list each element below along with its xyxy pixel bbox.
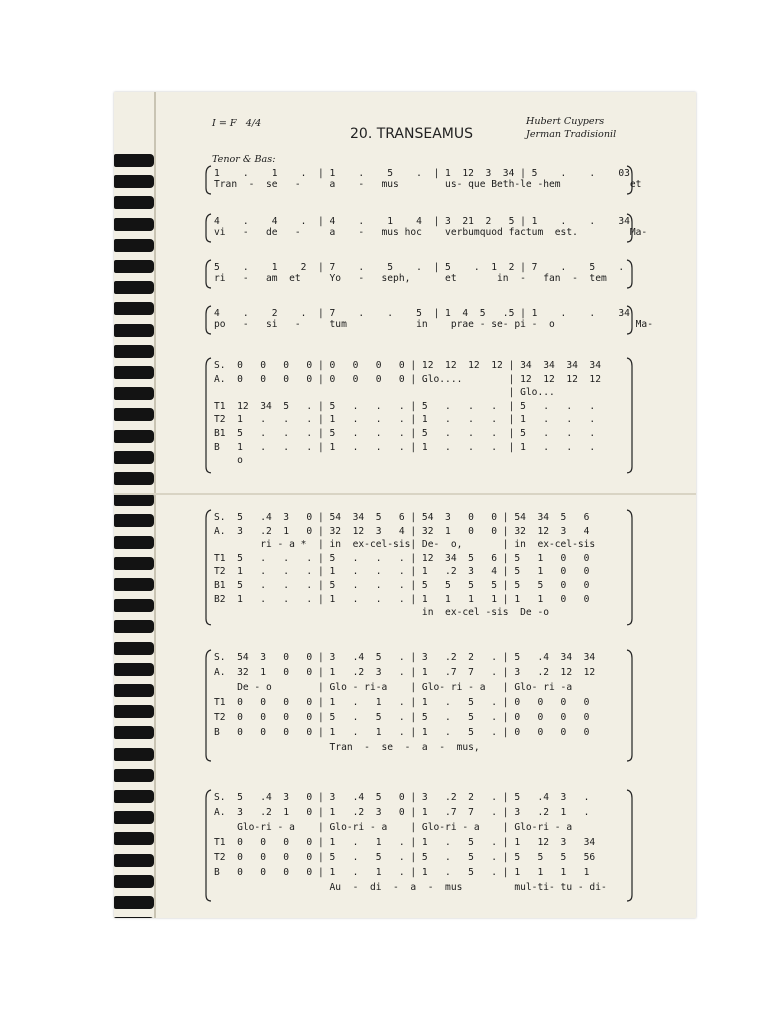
score-line: ri - am et Yo - seph, et in - fan - tem (214, 273, 607, 284)
score-line: 1 . 1 . | 1 . 5 . | 1 12 3 34 | 5 . . 03 (214, 168, 630, 179)
system-bracket (206, 510, 211, 625)
score-line: Glo-ri - a | Glo-ri - a | Glo-ri - a | Glo-ri - a (214, 822, 573, 833)
score-line: Tran - se - a - mus us- que Beth-le -hem et (214, 179, 642, 190)
score-line: B 1 . . . | 1 . . . | 1 . . . | 1 . . . (214, 441, 596, 453)
system-bracket (206, 790, 211, 901)
score-line: T1 0 0 0 0 | 1 . 1 . | 1 . 5 . | 0 0 0 0 (214, 697, 590, 708)
system-bracket (206, 214, 211, 242)
score-page (114, 92, 696, 918)
score-line: S. 5 .4 3 0 | 54 34 5 6 | 54 3 0 0 | 54 34 5 6 (214, 512, 590, 523)
score-line: T2 1 . . . | 1 . . . | 1 .2 3 4 | 5 1 0 0 (214, 566, 590, 578)
score-line: ri - a * | in ex-cel-sis| De- o, | in ex-cel-sis (214, 539, 596, 551)
score-line: o (214, 455, 243, 467)
score-line: T1 5 . . . | 5 . . . | 12 34 5 6 | 5 1 0 0 (214, 552, 590, 564)
score-line: B 0 0 0 0 | 1 . 1 . | 1 . 5 . | 1 1 1 1 (214, 867, 590, 878)
voicing-label: Tenor & Bas: (212, 154, 276, 165)
score-line: A. 0 0 0 0 | 0 0 0 0 | Glo.... | 12 12 12 12 (214, 373, 601, 385)
system-bracket-end (627, 260, 632, 288)
score-line: 4 . 2 . | 7 . . 5 | 1 4 5 .5 | 1 . . 34 (214, 308, 630, 319)
score-line: S. 54 3 0 0 | 3 .4 5 . | 3 .2 2 . | 5 .4 34 34 (214, 652, 596, 663)
score-line: 4 . 4 . | 4 . 1 4 | 3 21 2 5 | 1 . . 34 (214, 216, 630, 227)
score-line: in ex-cel -sis De -o (214, 607, 550, 619)
arranger-credit: Jerman Tradisionil (526, 129, 617, 140)
piece-title: 20. TRANSEAMUS (350, 126, 473, 142)
score-line: S. 0 0 0 0 | 0 0 0 0 | 12 12 12 12 | 34 34 34 34 (214, 360, 601, 371)
score-line: vi - de - a - mus hoc verbumquod factum est. Ma- (214, 227, 648, 238)
score-line: A. 3 .2 1 0 | 32 12 3 4 | 32 1 0 0 | 32 12 3 4 (214, 525, 590, 537)
score-line: A. 32 1 0 0 | 1 .2 3 . | 1 .7 7 . | 3 .2 12 12 (214, 667, 596, 678)
system-bracket (206, 358, 211, 473)
score-line: po - si - tum in prae - se- pi - o Ma- (214, 319, 653, 330)
system-bracket-end (627, 358, 632, 473)
system-bracket (206, 166, 211, 194)
system-bracket-end (627, 650, 632, 761)
score-line: B2 1 . . . | 1 . . . | 1 1 1 1 | 1 1 0 0 (214, 593, 590, 605)
system-bracket (206, 306, 211, 334)
system-bracket-end (627, 790, 632, 901)
system-bracket (206, 260, 211, 288)
score-line: T1 0 0 0 0 | 1 . 1 . | 1 . 5 . | 1 12 3 34 (214, 837, 596, 848)
score-line: | Glo... (214, 387, 555, 399)
score-line: T2 1 . . . | 1 . . . | 1 . . . | 1 . . . (214, 414, 596, 426)
score-line: A. 3 .2 1 0 | 1 .2 3 0 | 1 .7 7 . | 3 .2 1 . (214, 807, 590, 818)
score-line: B 0 0 0 0 | 1 . 1 . | 1 . 5 . | 0 0 0 0 (214, 727, 590, 738)
score-line: 5 . 1 2 | 7 . 5 . | 5 . 1 2 | 7 . 5 . (214, 262, 625, 273)
system-bracket (206, 650, 211, 761)
score-line: De - o | Glo - ri-a | Glo- ri - a | Glo- ri -a (214, 682, 573, 693)
score-line: T2 0 0 0 0 | 5 . 5 . | 5 . 5 . | 5 5 5 56 (214, 852, 596, 863)
score-line: B1 5 . . . | 5 . . . | 5 5 5 5 | 5 5 0 0 (214, 580, 590, 591)
score-line: T1 12 34 5 . | 5 . . . | 5 . . . | 5 . . . (214, 400, 596, 412)
composer-credit: Hubert Cuypers (526, 116, 605, 127)
score-line: Tran - se - a - mus, (214, 742, 480, 753)
score-line: B1 5 . . . | 5 . . . | 5 . . . | 5 . . . (214, 428, 596, 439)
key-signature: I = F 4/4 (212, 118, 262, 129)
system-bracket-end (627, 510, 632, 625)
score-line: T2 0 0 0 0 | 5 . 5 . | 5 . 5 . | 0 0 0 0 (214, 712, 590, 723)
score-line: S. 5 .4 3 0 | 3 .4 5 0 | 3 .2 2 . | 5 .4 3 . (214, 792, 590, 803)
score-line: Au - di - a - mus mul-ti- tu - di- (214, 882, 607, 893)
